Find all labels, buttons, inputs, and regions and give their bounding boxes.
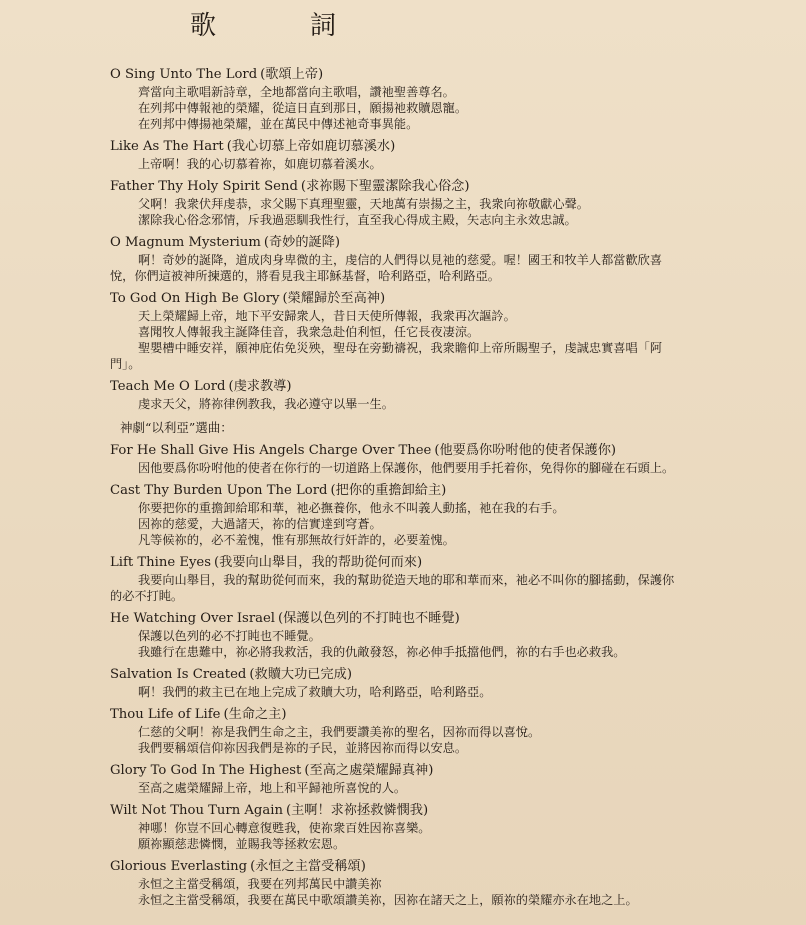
song-title-english: Glorious Everlasting — [110, 859, 248, 874]
song-title-chinese: (歌頌上帝) — [260, 67, 324, 82]
song-title — [110, 554, 676, 572]
song-title-english: For He Shall Give His Angels Charge Over Thee — [110, 443, 432, 458]
song-title-english: O Sing Unto The Lord — [110, 67, 258, 82]
song-title-english: He Watching Over Israel — [110, 611, 276, 626]
lyric-line: 願祢顯慈悲憐憫，並賜我等拯救宏恩。 — [138, 837, 346, 851]
song-title-english: Thou Life of Life — [110, 707, 221, 722]
lyric-line: 在列邦中傳揚祂榮耀，並在萬民中傳述祂奇事異能。 — [138, 117, 419, 131]
song-entry — [110, 610, 676, 660]
song-title — [110, 290, 676, 308]
page-title: 歌 詞 — [190, 11, 371, 41]
lyric-line: 因他要爲你吩咐他的使者在你行的一切道路上保護你，他們要用手托着你，免得你的腳碰在石頭上。 — [138, 461, 675, 475]
song-entry — [110, 802, 676, 852]
song-entry — [110, 178, 676, 228]
song-title — [110, 482, 676, 500]
song-title-chinese: (把你的重擔卸給主) — [330, 483, 447, 498]
song-title — [110, 178, 676, 196]
song-title — [110, 378, 676, 396]
lyric-line: 父啊！我衆伏拜虔恭，求父賜下真理聖靈，天地萬有崇揚之主，我衆向祢敬獻心聲。 — [138, 197, 589, 211]
song-title — [110, 706, 676, 724]
lyric-line: 啊！我們的救主已在地上完成了救贖大功，哈利路亞，哈利路亞。 — [138, 685, 492, 699]
song-title-chinese: (救贖大功已完成) — [249, 667, 352, 682]
lyric-line: 永恒之主當受稱頌，我要在列邦萬民中讚美祢 — [138, 877, 382, 891]
song-title — [110, 66, 676, 84]
song-title-chinese: (主啊！求祢拯救憐憫我) — [285, 803, 429, 818]
song-entry — [110, 858, 676, 908]
song-title — [110, 610, 676, 628]
song-entry — [110, 762, 676, 796]
song-title-english: Lift Thine Eyes — [110, 555, 211, 570]
song-title — [110, 138, 676, 156]
lyric-line: 保護以色列的必不打盹也不睡覺。 — [138, 629, 321, 643]
lyric-line: 我們要稱頌信仰祢因我們是祢的子民，並將因祢而得以安息。 — [138, 741, 468, 755]
lyric-line: 上帝啊！我的心切慕着祢，如鹿切慕着溪水。 — [138, 157, 382, 171]
song-entry — [110, 706, 676, 756]
lyric-line: 齊當向主歌唱新詩章，全地都當向主歌唱，讚祂聖善尊名。 — [138, 85, 455, 99]
song-entry — [110, 442, 676, 476]
song-title-english: Father Thy Holy Spirit Send — [110, 179, 298, 194]
lyric-line: 我要向山舉目，我的幫助從何而來，我的幫助從造天地的耶和華而來，祂必不叫你的腳搖動，保護你的必不打盹。 — [110, 573, 675, 603]
song-title-english: Glory To God In The Highest — [110, 763, 302, 778]
song-title-english: Salvation Is Created — [110, 667, 247, 682]
song-entry — [110, 554, 676, 604]
lyric-line: 神哪！你豈不回心轉意復甦我，使祢衆百姓因祢喜樂。 — [138, 821, 431, 835]
song-title-english: Teach Me O Lord — [110, 379, 226, 394]
song-title-english: Cast Thy Burden Upon The Lord — [110, 483, 328, 498]
song-title-english: To God On High Be Glory — [110, 291, 280, 306]
lyric-line: 聖嬰槽中睡安祥，願神庇佑免災殃，聖母在旁勤禱祝，我衆瞻仰上帝所賜聖子，虔誠忠實喜唱「阿門」。 — [110, 341, 663, 371]
lyric-line: 仁慈的父啊！祢是我們生命之主，我們要讚美祢的聖名，因祢而得以喜悅。 — [138, 725, 541, 739]
song-title — [110, 802, 676, 820]
song-title-english: O Magnum Mysterium — [110, 235, 261, 250]
lyric-line: 凡等候祢的，必不羞愧，惟有那無故行奸詐的，必要羞愧。 — [138, 533, 455, 547]
song-entry — [110, 234, 676, 284]
song-title-chinese: (榮耀歸於至高神) — [282, 291, 386, 306]
song-title-english: Like As The Hart — [110, 139, 224, 154]
song-entry — [110, 138, 676, 172]
section-heading-elijah: 神劇“以利亞”選曲： — [120, 420, 233, 435]
song-title-chinese: (我心切慕上帝如鹿切慕溪水) — [226, 139, 396, 154]
song-entry — [110, 666, 676, 700]
song-entry — [110, 66, 676, 132]
song-title — [110, 442, 676, 460]
song-title — [110, 666, 676, 684]
lyric-line: 至高之處榮耀歸上帝，地上和平歸祂所喜悅的人。 — [138, 781, 407, 795]
song-title — [110, 858, 676, 876]
lyric-line: 虔求天父，將祢律例教我，我必遵守以畢一生。 — [138, 397, 394, 411]
lyric-line: 啊！奇妙的誕降，道成肉身卑微的主，虔信的人們得以見祂的慈愛。喔！國王和牧羊人都當歡欣喜悅，你們這被神所揀選的，將看見我主耶穌基督，哈利路亞，哈利路亞。 — [110, 253, 663, 283]
song-title-chinese: (奇妙的誕降) — [263, 235, 341, 250]
lyric-line: 永恒之主當受稱頌，我要在萬民中歌頌讚美祢，因祢在諸天之上，願祢的榮耀亦永在地之上。 — [138, 893, 638, 907]
lyric-line: 潔除我心俗念邪情，斥我過惡馴我性行，直至我心得成主殿，矢志向主永效忠誠。 — [138, 213, 577, 227]
song-title-chinese: (我要向山舉目，我的帮助從何而來) — [214, 555, 423, 570]
lyric-line: 我雖行在患難中，祢必將我救活，我的仇敵發怒，祢必伸手抵擋他們，祢的右手也必救我。 — [138, 645, 626, 659]
song-title — [110, 234, 676, 252]
song-title-chinese: (生命之主) — [223, 707, 287, 722]
song-title-chinese: (至高之處榮耀歸真神) — [304, 763, 434, 778]
lyric-line: 喜聞牧人傳報我主誕降佳音，我衆急赴伯利恒，任它長夜凄涼。 — [138, 325, 480, 339]
lyric-line: 在列邦中傳報祂的榮耀，從這日直到那日，願揚祂救贖恩寵。 — [138, 101, 468, 115]
song-title — [110, 762, 676, 780]
song-entry — [110, 290, 676, 372]
song-title-chinese: (保護以色列的不打盹也不睡覺) — [278, 611, 460, 626]
song-title-chinese: (求祢賜下聖靈潔除我心俗念) — [300, 179, 470, 194]
song-entry — [110, 482, 676, 548]
song-list-main — [110, 66, 676, 412]
song-title-chinese: (他要爲你吩咐他的使者保護你) — [434, 443, 617, 458]
song-title-chinese: (虔求教導) — [228, 379, 292, 394]
song-title-chinese: (永恒之主當受稱頌) — [250, 859, 366, 874]
lyric-line: 因祢的慈愛，大過諸天，祢的信實達到穹蒼。 — [138, 517, 382, 531]
song-entry — [110, 378, 676, 412]
lyric-line: 你要把你的重擔卸給耶和華，祂必撫養你，他永不叫義人動搖，祂在我的右手。 — [138, 501, 565, 515]
song-list-elijah — [110, 442, 676, 908]
lyric-line: 天上榮耀歸上帝，地下平安歸衆人，昔日天使所傳報，我衆再次謳訡。 — [138, 309, 516, 323]
song-title-english: Wilt Not Thou Turn Again — [110, 803, 283, 818]
